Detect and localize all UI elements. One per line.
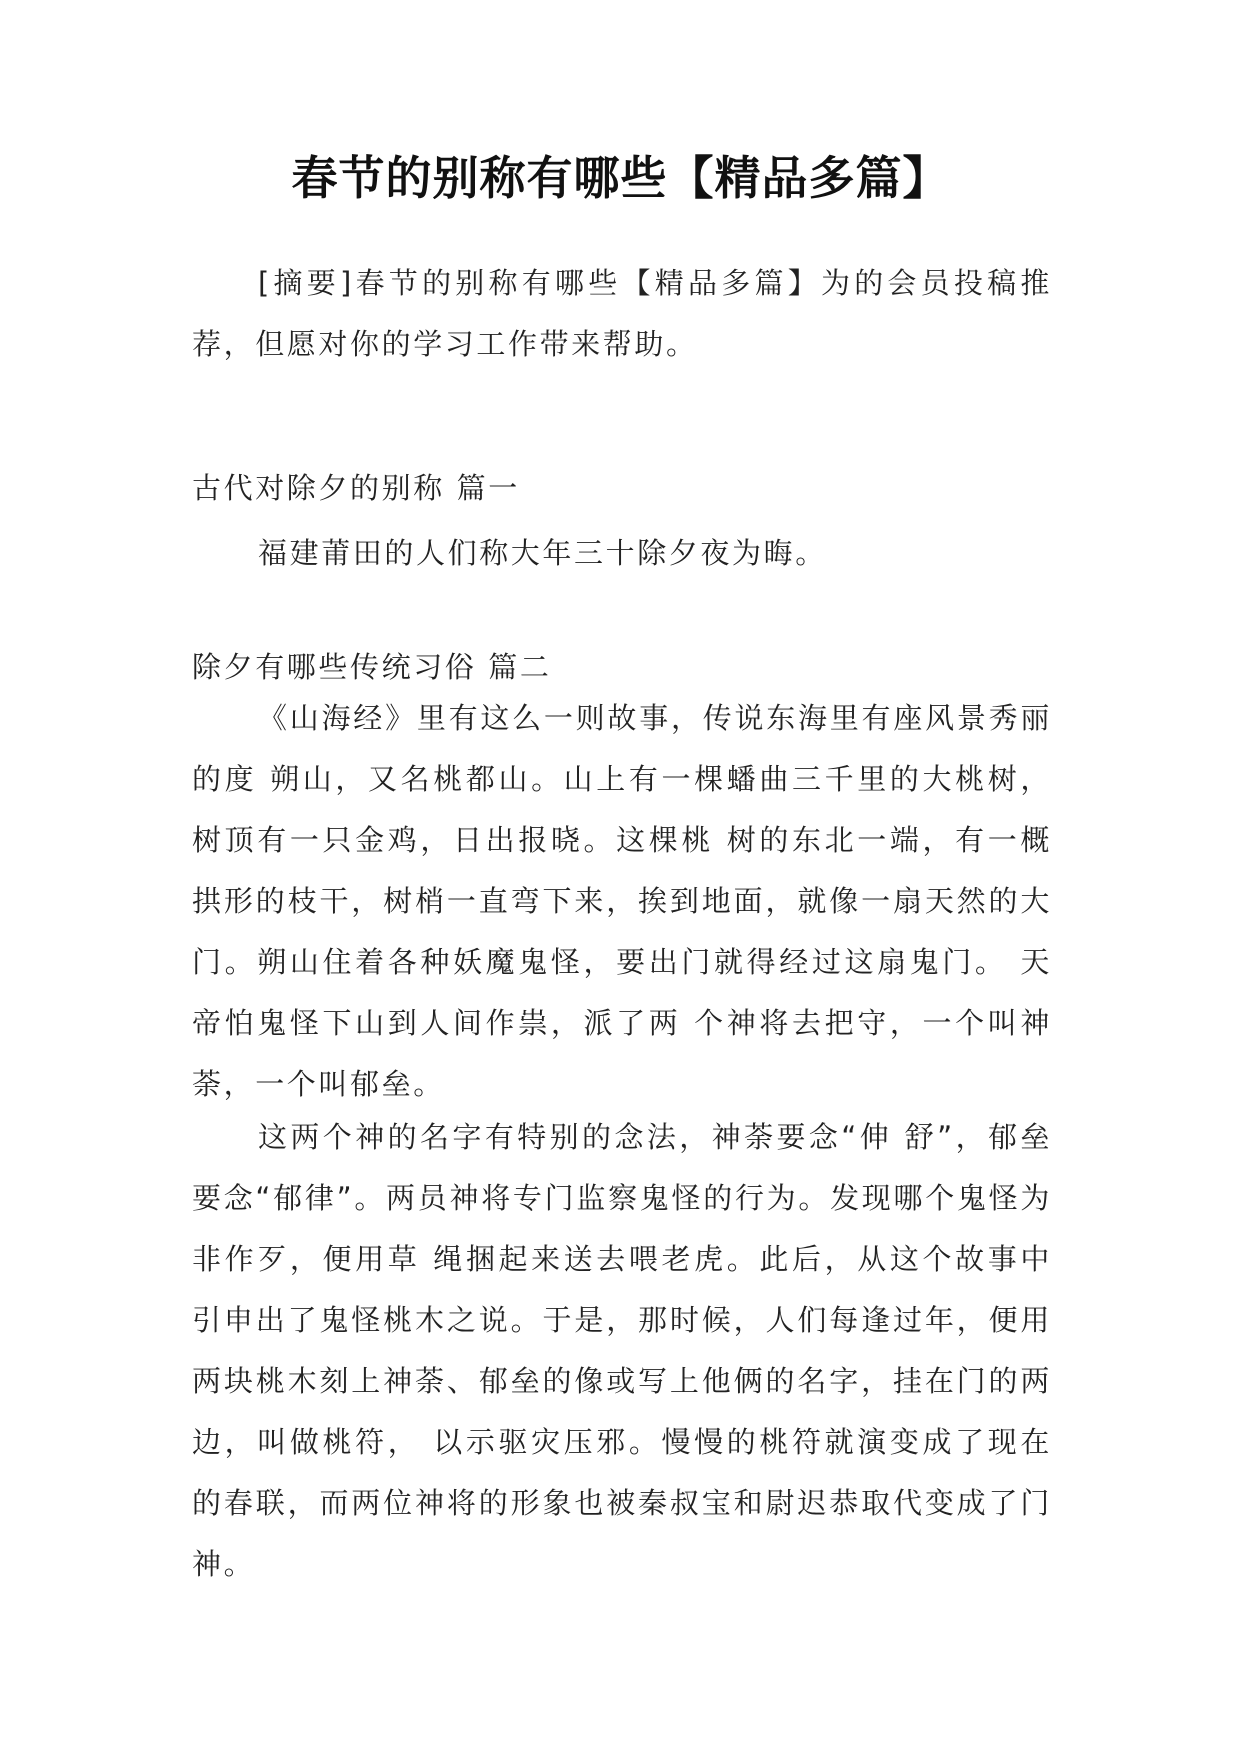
section-heading-1: 古代对除夕的别称 篇一 bbox=[192, 471, 520, 505]
document-title: 春节的别称有哪些【精品多篇】 bbox=[291, 151, 950, 205]
section-1-paragraph-1: 福建莆田的人们称大年三十除夕夜为晦。 bbox=[258, 536, 827, 570]
section-2-paragraph-1: 《山海经》里有这么一则故事，传说东海里有座风景秀丽的度 朔山，又名桃都山。山上有一棵蟠曲三千里的大桃树，树顶有一只金鸡，日出报晓。这棵桃 树的东北一端，有一概拱形的枝干，树梢一直弯下来，挨到地面，就像一扇天然的大门。朔山住着各种妖魔鬼怪，要出门就得经过这扇鬼门。 天帝怕鬼怪下山到人间作祟，派了两 个神将去把守，一个叫神荼，一个叫郁垒。 bbox=[192, 701, 1052, 1101]
section-heading-2: 除夕有哪些传统习俗 篇二 bbox=[192, 650, 552, 684]
abstract-paragraph: [摘要]春节的别称有哪些【精品多篇】为的会员投稿推荐，但愿对你的学习工作带来帮助。 bbox=[192, 266, 1052, 361]
section-2-paragraph-2: 这两个神的名字有特别的念法，神荼要念“伸 舒”，郁垒要念“郁律”。两员神将专门监察鬼怪的行为。发现哪个鬼怪为非作歹，便用草 绳捆起来送去喂老虎。此后，从这个故事中引申出了鬼怪桃木之说。于是，那时候，人们每逢过年，便用两块桃木刻上神荼、郁垒的像或写上他俩的名字，挂在门的两边，叫做桃符， 以示驱灾压邪。慢慢的桃符就演变成了现在的春联，而两位神将的形象也被秦叔宝和尉迟恭取代变成了门神。 bbox=[192, 1120, 1052, 1581]
